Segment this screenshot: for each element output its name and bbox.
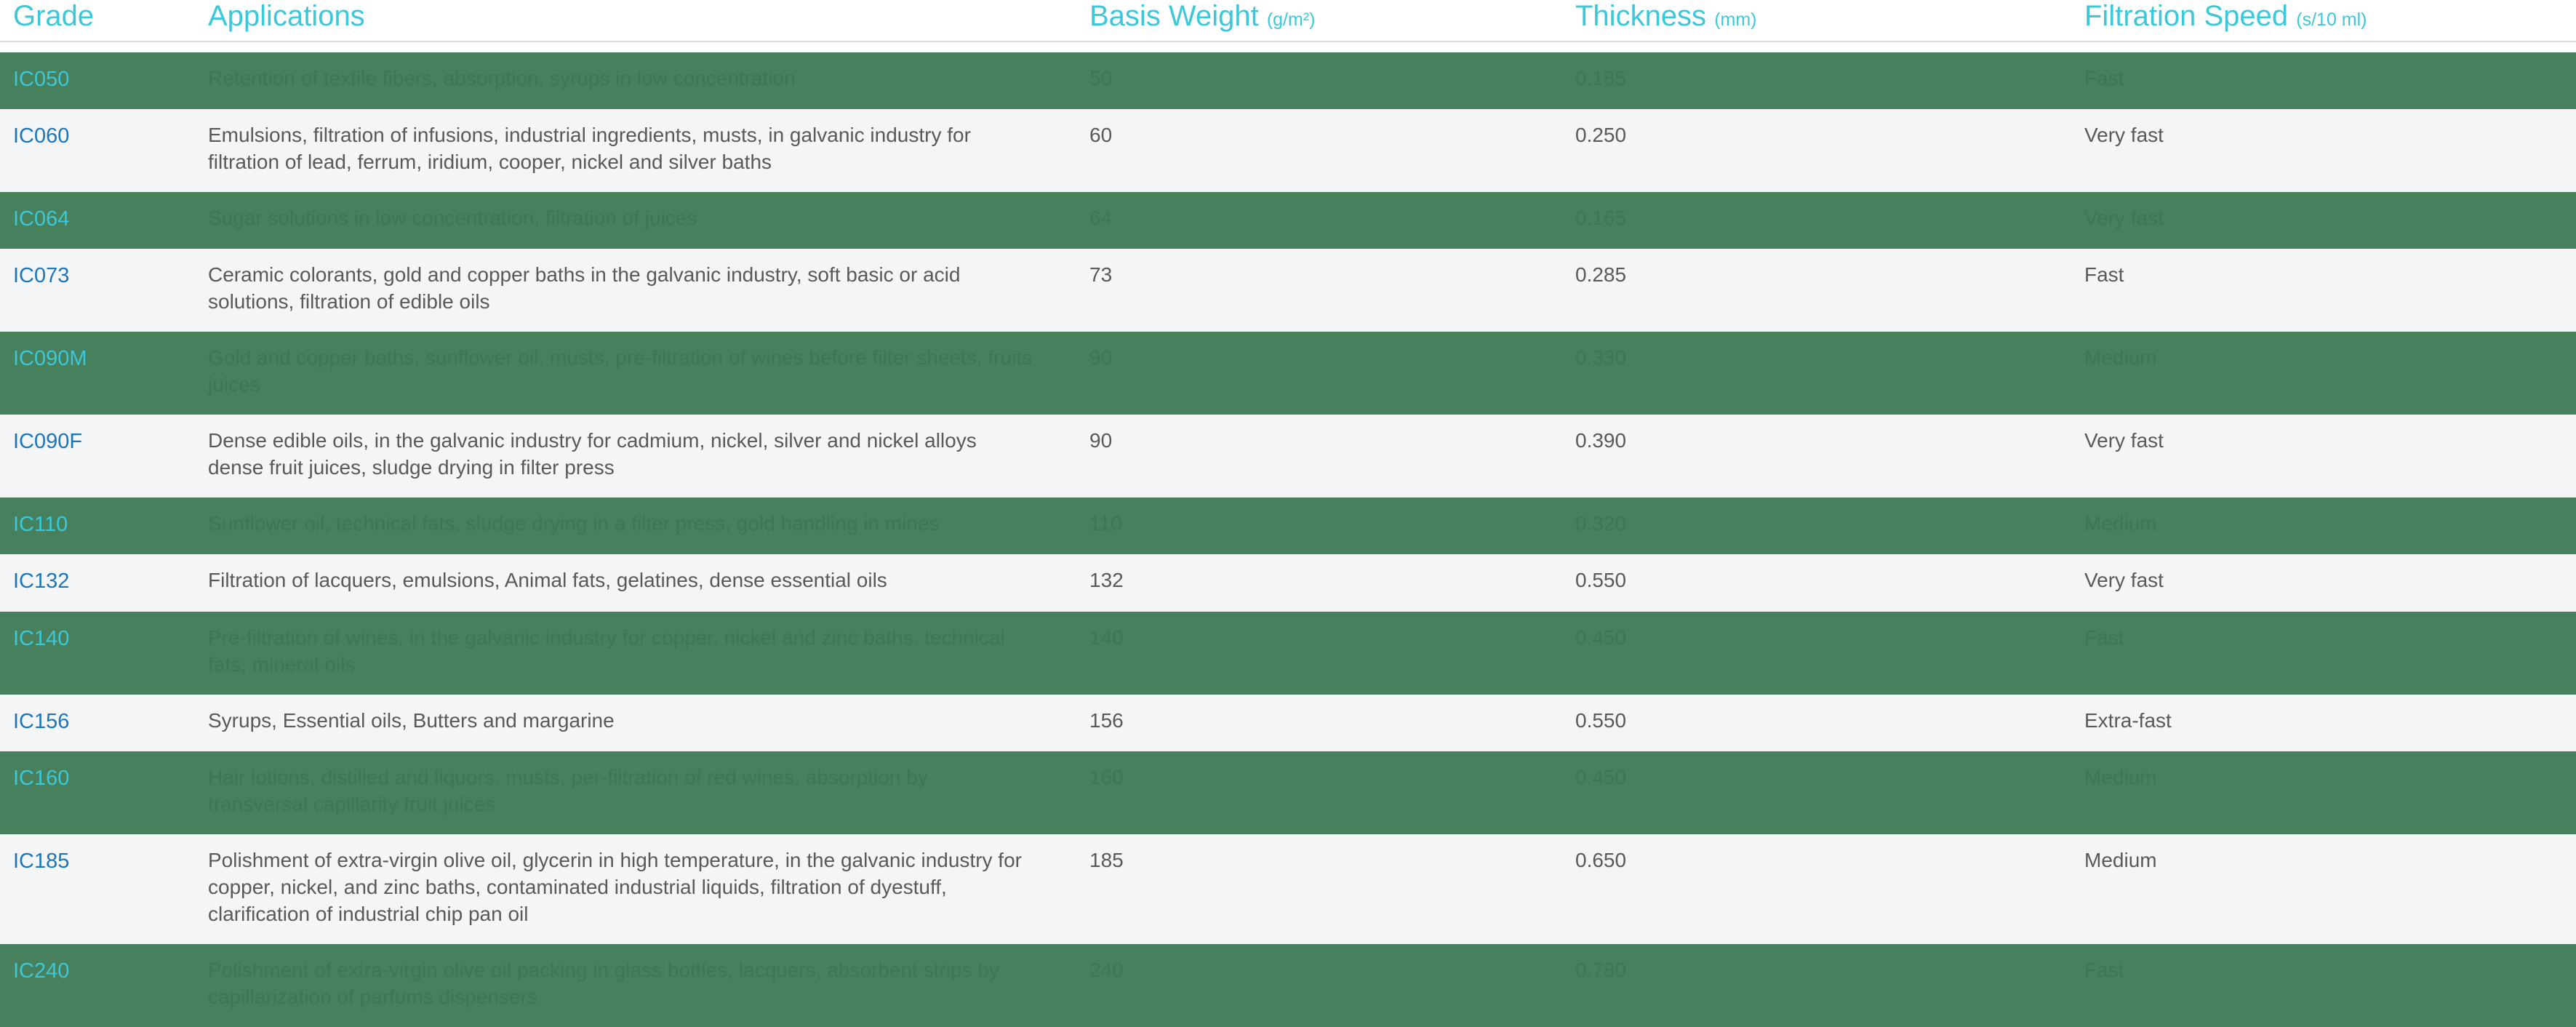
- cell-grade[interactable]: IC185: [13, 849, 70, 873]
- cell-basis-weight: 90: [1089, 346, 1113, 369]
- table-row: [0, 554, 2576, 611]
- cell-grade[interactable]: IC073: [13, 264, 70, 288]
- cell-basis-weight: 110: [1089, 512, 1122, 535]
- cell-filtration-speed: Extra-fast: [2084, 708, 2172, 732]
- column-header-basis-weight: [1076, 0, 1562, 52]
- cell-applications: Ceramic colorants, gold and copper baths in the galvanic industry, soft basic or acid solutions, filtration of edible oils: [208, 263, 961, 313]
- cell-grade[interactable]: IC060: [13, 124, 70, 148]
- column-header-thickness: [1562, 0, 2071, 52]
- cell-grade[interactable]: IC090M: [13, 347, 87, 371]
- cell-thickness: 0.320: [1575, 512, 1627, 535]
- column-header-filtration-speed-label: Filtration Speed: [2084, 0, 2289, 32]
- cell-grade[interactable]: IC140: [13, 626, 70, 650]
- cell-thickness: 0.250: [1575, 124, 1627, 147]
- header-row: [0, 0, 2576, 52]
- cell-basis-weight: 132: [1089, 569, 1124, 592]
- column-header-filtration-speed-unit: (s/10 ml): [2296, 9, 2367, 30]
- cell-grade[interactable]: IC050: [13, 68, 70, 91]
- cell-applications: Sunflower oil, technical fats, sludge drying in a filter press, gold handling in mines: [208, 512, 940, 535]
- cell-basis-weight: 90: [1089, 429, 1113, 452]
- column-header-thickness-label: Thickness: [1575, 0, 1707, 32]
- table-row: [0, 695, 2576, 751]
- cell-applications: Gold and copper baths, sunflower oil, musts, pre-filtration of wines before filter sheets, fruits juices: [208, 346, 1032, 396]
- cell-filtration-speed: Fast: [2084, 263, 2124, 287]
- cell-filtration-speed: Very fast: [2084, 429, 2164, 452]
- cell-basis-weight: 73: [1089, 263, 1113, 287]
- cell-applications: Emulsions, filtration of infusions, industrial ingredients, musts, in galvanic industry for filtration of lead, ferrum, iridium, cooper, nickel and silver baths: [208, 124, 971, 174]
- cell-filtration-speed: Fast: [2084, 626, 2124, 649]
- cell-applications: Sugar solutions in low concentration, filtration of juices: [208, 207, 697, 230]
- column-header-applications: [195, 0, 1076, 52]
- column-header-basis-weight-unit: (g/m²): [1266, 9, 1316, 30]
- cell-basis-weight: 64: [1089, 207, 1113, 230]
- cell-thickness: 0.450: [1575, 626, 1627, 649]
- cell-thickness: 0.550: [1575, 708, 1627, 732]
- table-row: [0, 332, 2576, 415]
- cell-grade[interactable]: IC064: [13, 207, 70, 231]
- cell-thickness: 0.450: [1575, 765, 1627, 788]
- cell-applications: Polishment of extra-virgin olive oil, glycerin in high temperature, in the galvanic industry for copper, nickel, and zinc baths, contaminated industrial liquids, filtration of dyestuff, clarification of industrial chip pan oil: [208, 848, 1022, 925]
- column-header-grade: [0, 0, 195, 52]
- cell-filtration-speed: Very fast: [2084, 207, 2164, 230]
- cell-thickness: 0.285: [1575, 263, 1627, 287]
- table-row: [0, 944, 2576, 1027]
- cell-grade[interactable]: IC110: [13, 513, 68, 537]
- cell-thickness: 0.330: [1575, 346, 1627, 369]
- cell-thickness: 0.185: [1575, 67, 1627, 89]
- cell-filtration-speed: Medium: [2084, 848, 2157, 871]
- table-row: [0, 109, 2576, 192]
- cell-grade[interactable]: IC160: [13, 766, 70, 790]
- cell-applications: Pre-filtration of wines, in the galvanic industry for copper, nickel and zinc baths, technical fats, mineral oils: [208, 626, 1005, 676]
- cell-thickness: 0.780: [1575, 958, 1627, 981]
- cell-thickness: 0.165: [1575, 207, 1627, 230]
- cell-basis-weight: 60: [1089, 124, 1113, 147]
- table-row: [0, 192, 2576, 249]
- cell-thickness: 0.550: [1575, 569, 1627, 592]
- cell-filtration-speed: Fast: [2084, 958, 2124, 981]
- cell-basis-weight: 160: [1089, 765, 1124, 788]
- cell-grade[interactable]: IC132: [13, 570, 70, 594]
- table-row: [0, 249, 2576, 332]
- column-header-basis-weight-label: Basis Weight: [1089, 0, 1259, 32]
- table-row: [0, 612, 2576, 695]
- table-body: [0, 52, 2576, 1027]
- cell-filtration-speed: Medium: [2084, 512, 2157, 535]
- table-header: [0, 0, 2576, 52]
- cell-filtration-speed: Very fast: [2084, 569, 2164, 592]
- table-row: [0, 52, 2576, 109]
- cell-filtration-speed: Fast: [2084, 67, 2124, 89]
- cell-applications: Dense edible oils, in the galvanic industry for cadmium, nickel, silver and nickel alloys dense fruit juices, sludge drying in filter press: [208, 429, 977, 479]
- cell-thickness: 0.390: [1575, 429, 1627, 452]
- column-header-grade-label: Grade: [13, 0, 95, 32]
- cell-applications: Filtration of lacquers, emulsions, Animal fats, gelatines, dense essential oils: [208, 569, 887, 592]
- column-header-filtration-speed: [2071, 0, 2576, 52]
- cell-basis-weight: 156: [1089, 708, 1124, 732]
- cell-applications: Polishment of extra-virgin olive oil packing in glass bottles, lacquers, absorbent strips by capillarization of parfums dispensers: [208, 958, 999, 1008]
- cell-filtration-speed: Very fast: [2084, 124, 2164, 147]
- cell-basis-weight: 140: [1089, 626, 1124, 649]
- cell-applications: Hair lotions, distilled and liquors, musts, per-filtration of red wines, absorption by transversal capillarity fruit juices: [208, 765, 928, 815]
- table-row: [0, 834, 2576, 944]
- cell-grade[interactable]: IC090F: [13, 430, 83, 454]
- cell-basis-weight: 240: [1089, 958, 1124, 981]
- cell-filtration-speed: Medium: [2084, 346, 2157, 369]
- column-header-applications-label: Applications: [208, 0, 365, 32]
- cell-applications: Syrups, Essential oils, Butters and margarine: [208, 708, 615, 732]
- table-row: [0, 415, 2576, 497]
- cell-applications: Retention of textile fibers, absorption, syrups in low concentration: [208, 67, 796, 89]
- table-row: [0, 751, 2576, 834]
- column-header-thickness-unit: (mm): [1714, 9, 1757, 30]
- cell-grade[interactable]: IC240: [13, 959, 70, 983]
- cell-basis-weight: 50: [1089, 67, 1113, 89]
- table-row: [0, 497, 2576, 554]
- cell-thickness: 0.650: [1575, 848, 1627, 871]
- cell-filtration-speed: Medium: [2084, 765, 2157, 788]
- cell-basis-weight: 185: [1089, 848, 1124, 871]
- cell-grade[interactable]: IC156: [13, 709, 70, 733]
